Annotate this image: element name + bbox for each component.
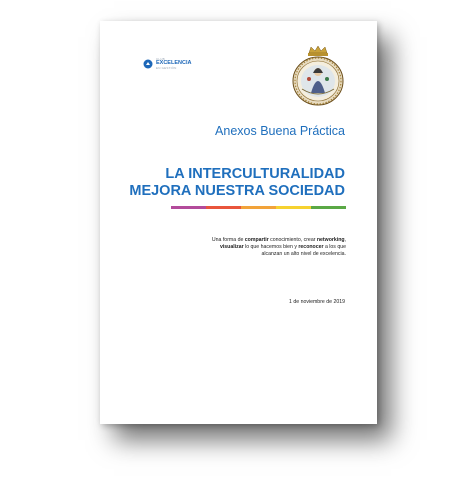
description-part: ,: [344, 237, 346, 243]
rainbow-segment: [171, 206, 206, 209]
coat-of-arms-seal-icon: [291, 45, 345, 107]
description-emphasis: networking: [316, 237, 345, 243]
logo-line-1: CLUB: [156, 57, 165, 61]
rainbow-segment: [241, 206, 276, 209]
description-emphasis: compartir: [244, 237, 269, 243]
description-emphasis: visualizar: [219, 244, 244, 251]
logo-line-2: EXCELENCIA: [156, 60, 192, 66]
main-title-line-1: LA INTERCULTURALIDAD: [165, 166, 345, 182]
description-emphasis: reconocer: [298, 244, 324, 251]
description-part: conocimiento, crear: [268, 237, 317, 243]
description-part: a los que alcanzan un alto nivel de excelencia.: [261, 244, 346, 258]
club-logo-icon: [143, 59, 153, 69]
main-title-line-2: MEJORA NUESTRA SOCIEDAD: [129, 183, 345, 199]
rainbow-segment: [276, 206, 311, 209]
rainbow-segment: [311, 206, 346, 209]
rainbow-segment: [206, 206, 241, 209]
main-title: [100, 166, 345, 200]
publication-date: 1 de noviembre de 2019: [289, 299, 345, 305]
description-text: [210, 237, 346, 259]
document-cover-page: [100, 21, 377, 424]
logo-line-3: EN GESTIÓN: [156, 65, 177, 70]
description-part: lo que hacemos bien y: [243, 244, 299, 251]
annex-title: Anexos Buena Práctica: [215, 124, 345, 138]
club-excelencia-logo: [143, 58, 191, 70]
rainbow-divider: [171, 206, 346, 209]
description-part: Una forma de: [211, 237, 245, 243]
